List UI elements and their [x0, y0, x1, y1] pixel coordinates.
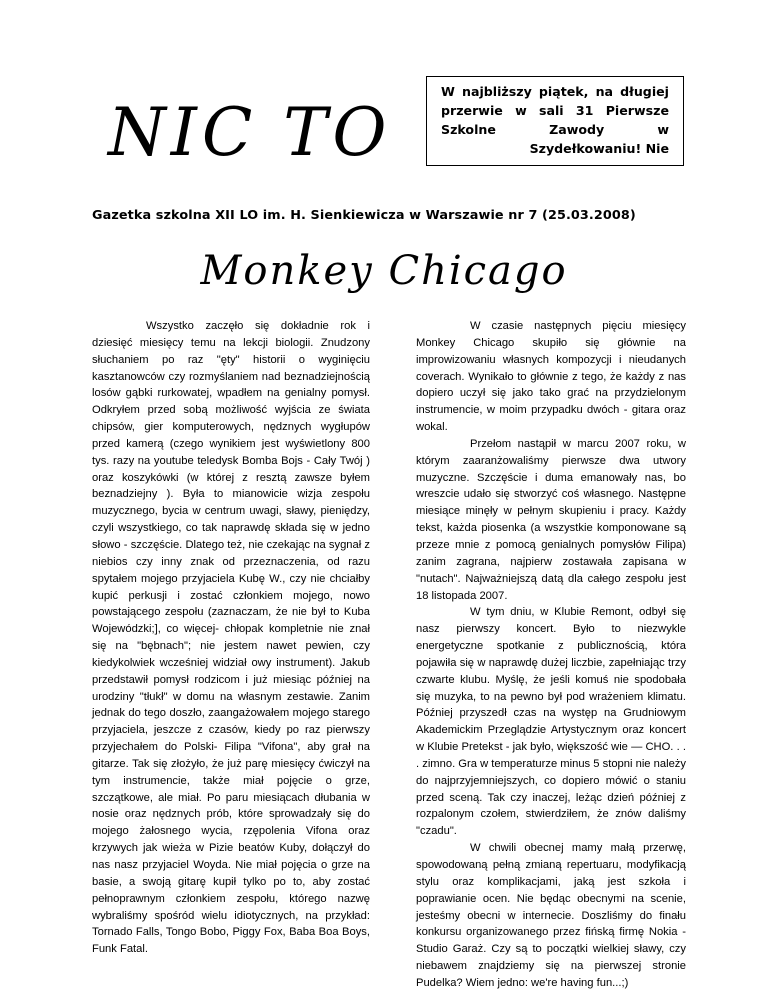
- masthead: NIC TO: [108, 94, 392, 171]
- article-paragraph: Wszystko zaczęło się dokładnie rok i dziesięć miesięcy temu na lekcji biologii. Znudzony słuchaniem po raz "ęty" historii o wyginięciu kasztanowców czy rozmyślaniem nad beznadziejnością losów gąbki rurkowatej, wpadłem na genialny pomysł. Odkryłem przed sobą możliwość wyjścia ze świata chipsów, gier komputerowych, nędznych wygłupów przed kamerą (czego wynikiem jest wyświetlony 800 tys. razy na youtube teledysk Bomba Bojs - Cały Twój ) oraz koszykówki (w której z resztą zawsze byłem beznadziejny ). Była to mianowicie wizja zespołu muzycznego, bycia w centrum uwagi, sławy, pieniędzy, czyli wszystkiego, co tak naprawdę składa się w jedno słowo - szczęście. Dlatego też, nie czekając na sygnał z niebios czy inny znak od przeznaczenia, od razu spytałem mojego przyjaciela Kubę W., czy nie chciałby kupić perkusji i zostać członkiem mojego, nowo powstającego zespołu (zaznaczam, że nie był to Kuba Wojewódzki;], co więcej- chłopak kompletnie nie znał się na "bębnach"; nie jestem nawet pewien, czy kiedykolwiek wcześniej widział owy instrument). Jakub przedstawił pomysł rodzicom i już miesiąc później na urodziny "tłukł" w domu na własnym zestawie. Zanim jednak do tego doszło, zaangażowałem mojego starego przyjaciela, jeszcze z czasów, kiedy po raz pierwszy przyjechałem do Polski- Filipa "Vifona", aby grał na gitarze. Tak się złożyło, że już parę miesięcy ćwiczył na tym instrumencie, także miał pojęcie o grze, szczątkowe, ale miał. Po paru miesiącach dłubania w nosie oraz nędznych prób, które sprowadzały się do mojego żałosnego wycia, rzępolenia Vifona oraz krzywych jak wieża w Pizie beatów Kuby, dołączył do nas nasz przyjaciel Woyda. Nie miał pojęcia o grze na basie, a swoją gitarę kupił tylko po to, aby zostać pełnoprawnym członkiem zespołu, którego nazwę wybraliśmy spośród wielu idiotycznych, na przykład: Tornado Falls, Tongo Bobo, Piggy Fox, Baba Boa Boys, Funk Fatal.: [92, 320, 370, 956]
- article-title: Monkey Chicago: [200, 248, 568, 294]
- notice-line: przerwie w sali 31 Pierwsze: [441, 103, 669, 118]
- article-paragraph: Przełom nastąpił w marcu 2007 roku, w którym zaaranżowaliśmy pierwsze dwa utwory muzyczne. Szczęście i duma emanowały nas, bo wreszcie udało się stworzyć coś własnego. Następne miesiące minęły w pełnym skupieniu i pracy. Każdy tekst, każda piosenka (a wszystkie komponowane są przeze mnie z pomocą genialnych pomysłów Filipa) zanim zagrana, najpierw zostawała zapisana w "nutach". Najważniejszą datą dla całego zespołu jest 18 listopada 2007.: [416, 437, 686, 602]
- notice-line: Szydełkowaniu! Nie: [529, 141, 669, 156]
- notice-box: [426, 76, 684, 166]
- notice-line: W najbliższy piątek, na długiej: [441, 84, 669, 99]
- newsletter-subtitle: Gazetka szkolna XII LO im. H. Sienkiewicza w Warszawie nr 7 (25.03.2008): [92, 208, 636, 223]
- article-paragraph: W tym dniu, w Klubie Remont, odbył się nasz pierwszy koncert. Było to niezwykle energetyczne spotkanie z publicznością, która pojawiła się w naprawdę dużej liczbie, zapełniając trzy czwarte klubu. Myślę, że jeśli komuś nie spodobała się muzyka, to na pewno był pod wrażeniem klimatu. Później przyszedł czas na występ na Grudniowym Akademickim Przeglądzie Artystycznym oraz koncert w Klubie Pretekst - jak było, większość wie — CHO. . . . zimno. Gra w temperaturze minus 5 stopni nie należy do najprzyjemniejszych, co dopiero mówić o staniu przed sceną. Tak czy inaczej, leżąc dzień później z rozpalonym czołem, stwierdziłem, że znów daliśmy "czadu".: [416, 606, 686, 838]
- article-paragraph: W czasie następnych pięciu miesięcy Monkey Chicago skupiło się głównie na improwizowaniu własnych kompozycji i nieudanych coverach. Wynikało to głównie z tego, że każdy z nas dopiero uczył się jako tako grać na przydzielonym instrumencie, w moim przypadku dwóch - gitara oraz wokal.: [416, 320, 686, 434]
- article-left-column: [92, 318, 370, 958]
- article-right-column: [416, 318, 686, 992]
- notice-line: Szkolne Zawody w: [441, 122, 669, 137]
- article-paragraph: W chwili obecnej mamy małą przerwę, spowodowaną pełną zmianą repertuaru, modyfikacją stylu oraz komplikacjami, jaką jest szkoła i poprawianie ocen. Nie będąc obecnymi na scenie, jesteśmy obecni w internecie. Doszliśmy do finału konkursu organizowanego przez fińską firmę Nokia - Studio Garaż. Czy są to początki wielkiej sławy, czy niebawem znajdziemy się na pierwszej stronie Pudelka? Wiem jedno: we're having fun...;): [416, 842, 686, 989]
